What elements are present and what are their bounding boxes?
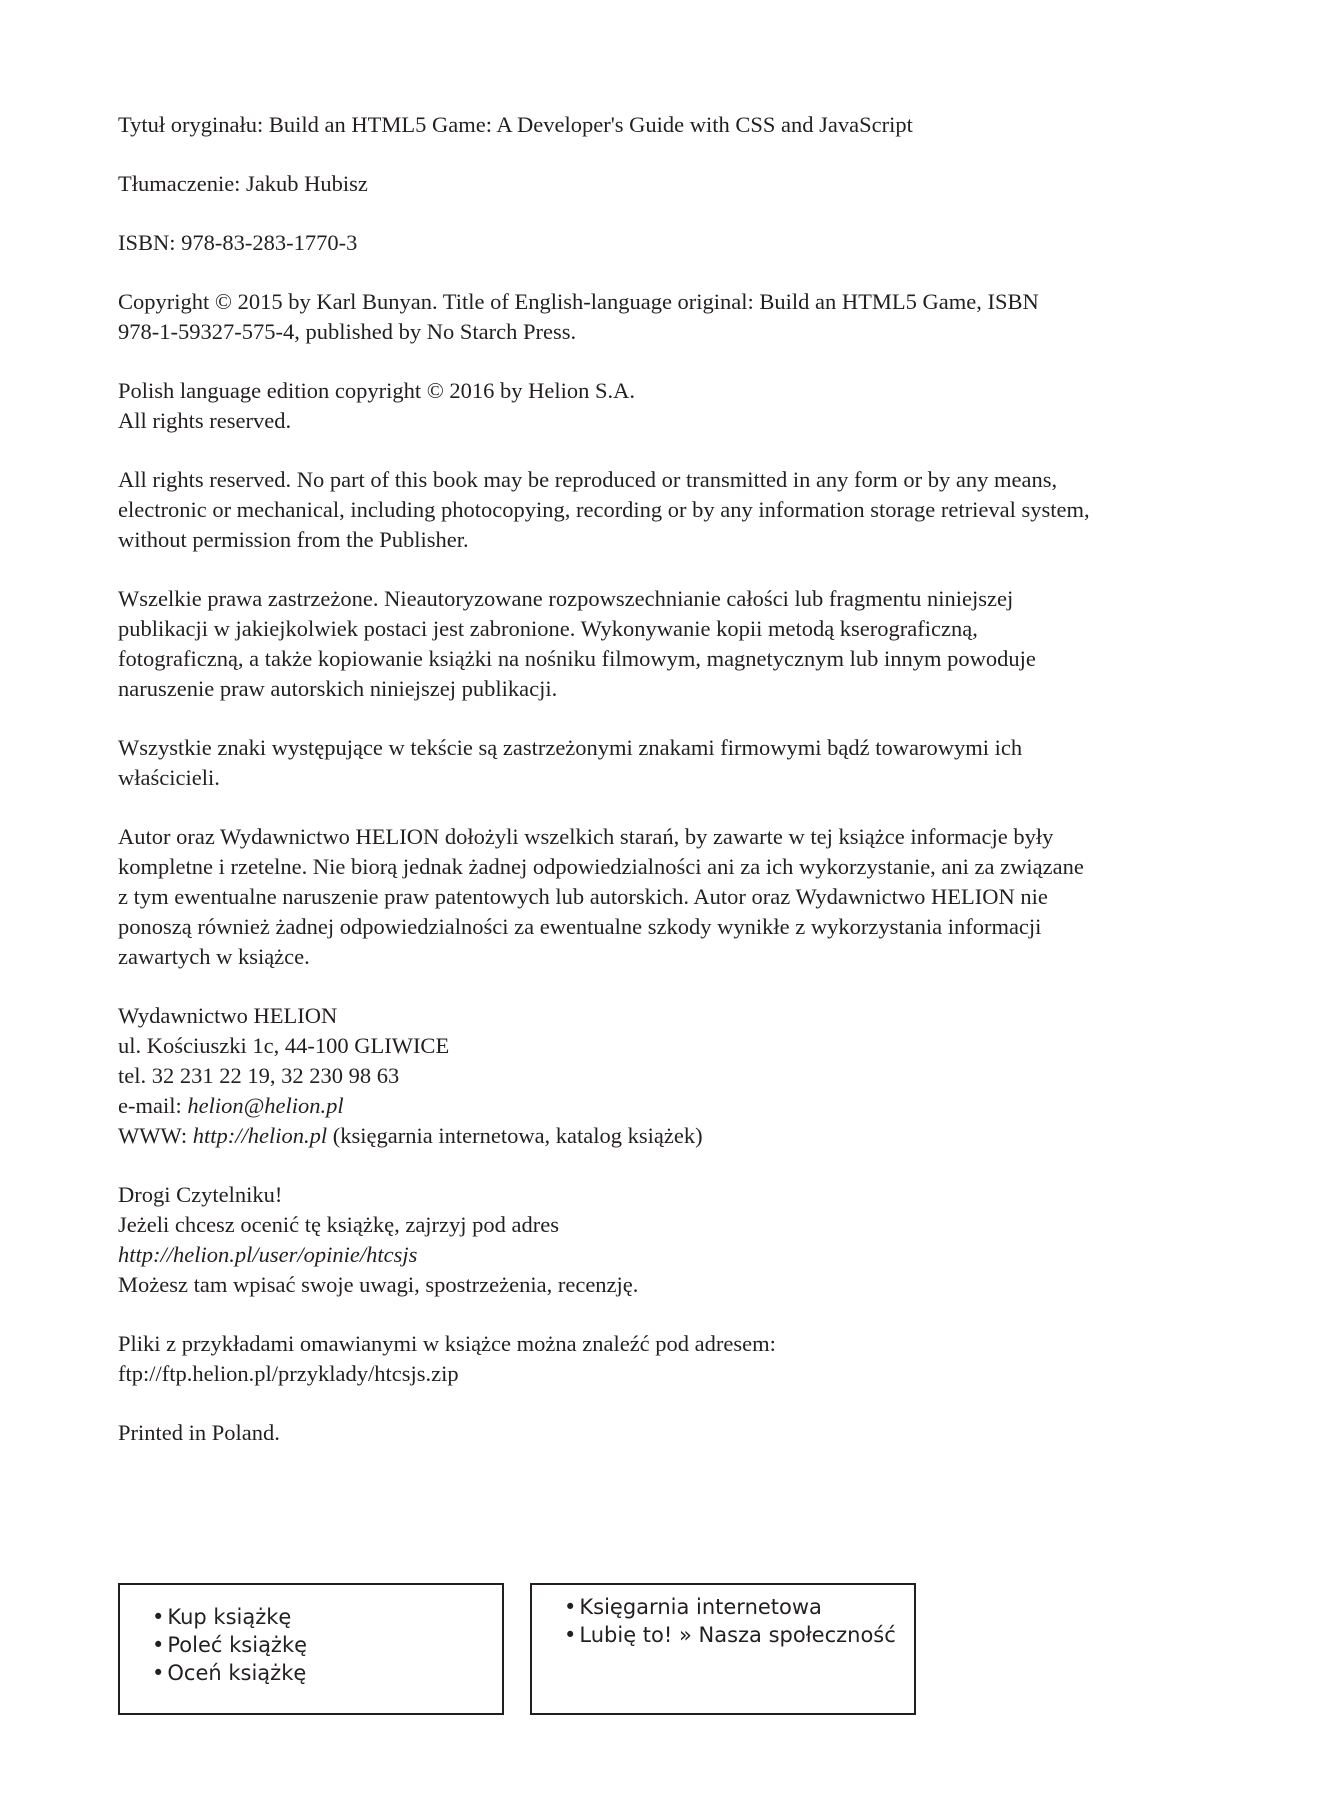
text-line: electronic or mechanical, including photocopying, recording or by any information storage retrieval system,	[118, 497, 1090, 522]
action-boxes	[118, 1583, 1218, 1683]
translator	[118, 169, 1228, 199]
printed-note	[118, 1418, 1228, 1448]
www-note: (księgarnia internetowa, katalog książek)	[327, 1123, 703, 1148]
original-title	[118, 110, 1228, 140]
text-line: zawartych w książce.	[118, 944, 310, 969]
text-line: z tym ewentualne naruszenie praw patentowych lub autorskich. Autor oraz Wydawnictwo HELION nie	[118, 884, 1048, 909]
text-line: Tytuł oryginału: Build an HTML5 Game: A Developer's Guide with CSS and JavaScript	[118, 112, 913, 137]
text-line: Wszelkie prawa zastrzeżone. Nieautoryzowane rozpowszechnianie całości lub fragmentu niniejszej	[118, 586, 1014, 611]
rights-english	[118, 465, 1228, 555]
text-line: Polish language edition copyright © 2016 by Helion S.A.	[118, 378, 636, 403]
publisher-www-line	[118, 1121, 1228, 1151]
trademarks-note	[118, 733, 1228, 793]
buy-book-label: Kup książkę	[167, 1605, 292, 1629]
book-actions-box	[118, 1583, 504, 1715]
bullet: •	[152, 1605, 165, 1629]
email-label: e-mail:	[118, 1093, 188, 1118]
isbn	[118, 228, 1228, 258]
copyright-polish	[118, 376, 1228, 436]
rights-polish	[118, 584, 1228, 704]
text-line: Wszystkie znaki występujące w tekście są zastrzeżonymi znakami firmowymi bądź towarowymi ich	[118, 735, 1023, 760]
bullet: •	[152, 1633, 165, 1657]
opinion-link[interactable]: http://helion.pl/user/opinie/htcsjs	[118, 1242, 418, 1267]
disclaimer	[118, 822, 1228, 972]
examples-link[interactable]: ftp://ftp.helion.pl/przyklady/htcsjs.zip	[118, 1361, 459, 1386]
publisher-phone: tel. 32 231 22 19, 32 230 98 63	[118, 1063, 400, 1088]
publisher-contact	[118, 1001, 1228, 1151]
publisher-name: Wydawnictwo HELION	[118, 1003, 338, 1028]
text-line: All rights reserved.	[118, 408, 292, 433]
text-line: fotograficzną, a także kopiowanie książki na nośniku filmowym, magnetycznym lub innym powoduje	[118, 646, 1036, 671]
publisher-email-line	[118, 1091, 1228, 1121]
text-line: without permission from the Publisher.	[118, 527, 469, 552]
text-line: All rights reserved. No part of this book may be reproduced or transmitted in any form or by any means,	[118, 467, 1058, 492]
reader-line: Możesz tam wpisać swoje uwagi, spostrzeżenia, recenzję.	[118, 1272, 639, 1297]
text-line: naruszenie praw autorskich niniejszej publikacji.	[118, 676, 558, 701]
rate-book-link[interactable]	[152, 1659, 502, 1687]
reader-greeting: Drogi Czytelniku!	[118, 1182, 283, 1207]
text-line: 978-1-59327-575-4, published by No Starch Press.	[118, 319, 577, 344]
copyright-page	[118, 110, 1228, 1477]
printed-line: Printed in Poland.	[118, 1420, 280, 1445]
community-box	[530, 1583, 916, 1715]
publisher-address: ul. Kościuszki 1c, 44-100 GLIWICE	[118, 1033, 450, 1058]
text-line: ISBN: 978-83-283-1770-3	[118, 230, 358, 255]
reader-url-line	[118, 1240, 1228, 1270]
text-line: właścicieli.	[118, 765, 220, 790]
recommend-book-label: Poleć książkę	[167, 1633, 308, 1657]
bullet: •	[564, 1623, 577, 1647]
text-line: Tłumaczenie: Jakub Hubisz	[118, 171, 368, 196]
bookstore-label: Księgarnia internetowa	[579, 1595, 822, 1619]
www-link[interactable]: http://helion.pl	[192, 1123, 328, 1148]
text-line: Autor oraz Wydawnictwo HELION dołożyli wszelkich starań, by zawarte w tej książce informacje były	[118, 824, 1054, 849]
text-line: ponoszą również żadnej odpowiedzialności za ewentualne szkody wynikłe z wykorzystania informacji	[118, 914, 1042, 939]
text-line: publikacji w jakiejkolwiek postaci jest zabronione. Wykonywanie kopii metodą kserograficzną,	[118, 616, 978, 641]
rate-book-label: Oceń książkę	[167, 1661, 307, 1685]
text-line: kompletne i rzetelne. Nie biorą jednak żadnej odpowiedzialności ani za ich wykorzystanie, ani za związane	[118, 854, 1084, 879]
bookstore-link[interactable]	[564, 1593, 914, 1621]
www-label: WWW:	[118, 1123, 193, 1148]
examples-note	[118, 1329, 1228, 1389]
bullet: •	[564, 1595, 577, 1619]
recommend-book-link[interactable]	[152, 1631, 502, 1659]
examples-line: Pliki z przykładami omawianymi w książce można znaleźć pod adresem:	[118, 1331, 776, 1356]
bullet: •	[152, 1661, 165, 1685]
examples-url-line	[118, 1359, 1228, 1389]
copyright-original	[118, 287, 1228, 347]
reader-line: Jeżeli chcesz ocenić tę książkę, zajrzyj pod adres	[118, 1212, 560, 1237]
community-link[interactable]	[564, 1621, 914, 1649]
email-link[interactable]: helion@helion.pl	[187, 1093, 344, 1118]
text-line: Copyright © 2015 by Karl Bunyan. Title of English-language original: Build an HTML5 Game, ISBN	[118, 289, 1039, 314]
community-label: Lubię to! » Nasza społeczność	[579, 1623, 896, 1647]
buy-book-link[interactable]	[152, 1603, 502, 1631]
reader-note	[118, 1180, 1228, 1300]
